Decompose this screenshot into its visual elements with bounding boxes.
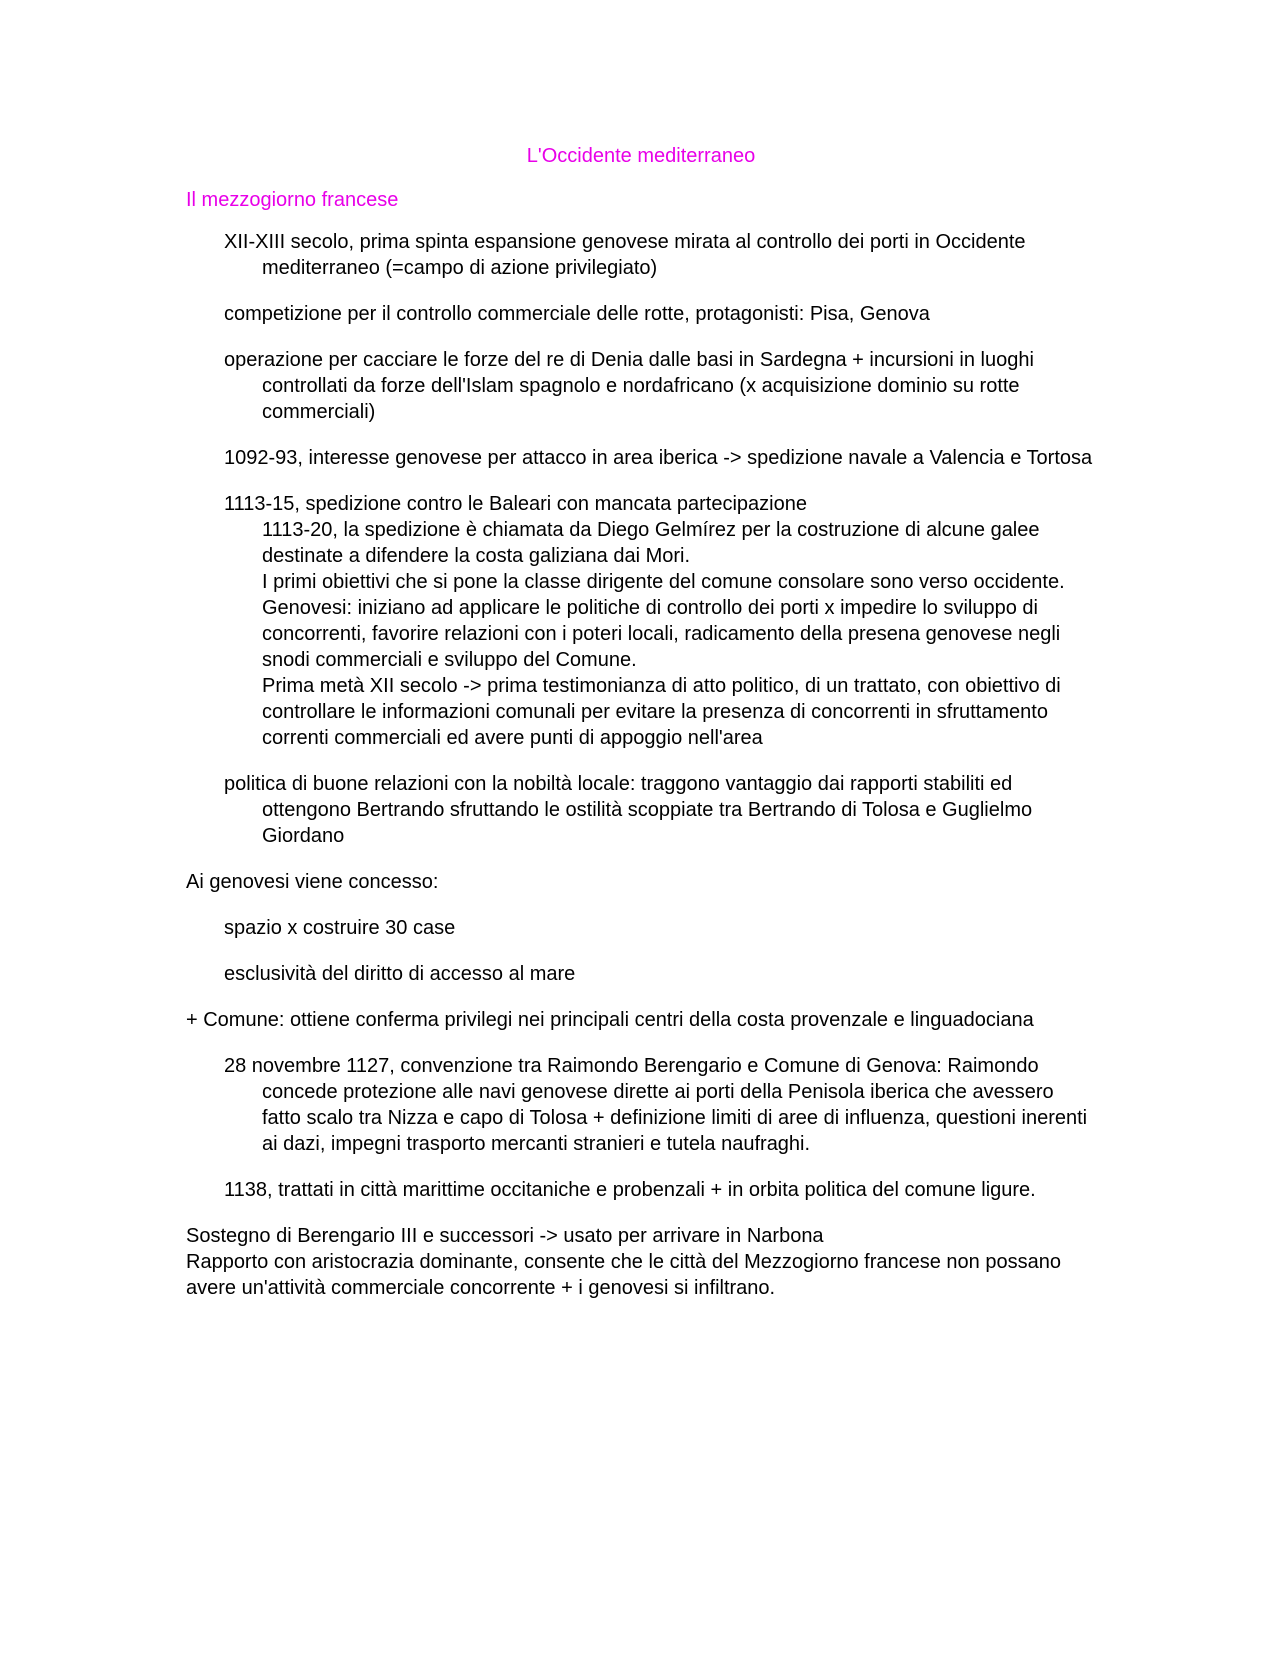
paragraph: Ai genovesi viene concesso:	[186, 871, 439, 893]
list-item: XII-XIII secolo, prima spinta espansione genovese mirata al controllo dei porti in Occidente mediterraneo (=campo di azione privilegiato)	[224, 231, 1026, 279]
list-item: operazione per cacciare le forze del re di Denia dalle basi in Sardegna + incursioni in luoghi controllati da forze dell'Islam spagnolo e nordafricano (x acquisizione dominio su rotte commerciali)	[224, 349, 1034, 423]
baleari-line: Genovesi: iniziano ad applicare le politiche di controllo dei porti x impedire lo sviluppo di concorrenti, favorire relazioni con i poteri locali, radicamento della presena genovese negli snodi commerciali e sviluppo del Comune.	[262, 597, 1061, 671]
baleari-line: Prima metà XII secolo -> prima testimonianza di atto politico, di un trattato, con obiettivo di controllare le informazioni comunali per evitare la presenza di concorrenti in sfruttamento correnti commerciali ed avere punti di appoggio nell'area	[262, 675, 1061, 749]
baleari-line: 1113-20, la spedizione è chiamata da Diego Gelmírez per la costruzione di alcune galee destinate a difendere la costa galiziana dai Mori.	[262, 519, 1040, 567]
paragraph: Sostegno di Berengario III e successori -> usato per arrivare in Narbona	[186, 1225, 824, 1247]
page-title: L'Occidente mediterraneo	[526, 145, 756, 167]
paragraph: Rapporto con aristocrazia dominante, consente che le città del Mezzogiorno francese non possano avere un'attività commerciale concorrente + i genovesi si infiltrano.	[186, 1251, 1061, 1299]
list-item: competizione per il controllo commerciale delle rotte, protagonisti: Pisa, Genova	[224, 303, 930, 325]
list-item: spazio x costruire 30 case	[224, 917, 456, 939]
list-item: 28 novembre 1127, convenzione tra Raimondo Berengario e Comune di Genova: Raimondo concede protezione alle navi genovese dirette ai porti della Penisola iberica che avessero fatto scalo tra Nizza e capo di Tolosa + definizione limiti di aree di influenza, questioni inerenti ai dazi, impegni trasporto mercanti stranieri e tutela naufraghi.	[224, 1055, 1088, 1155]
list-item: esclusività del diritto di accesso al mare	[224, 963, 576, 985]
list-item: 1092-93, interesse genovese per attacco in area iberica -> spedizione navale a Valencia e Tortosa	[224, 447, 1093, 469]
baleari-head: 1113-15, spedizione contro le Baleari con mancata partecipazione	[224, 493, 807, 515]
list-item: politica di buone relazioni con la nobiltà locale: traggono vantaggio dai rapporti stabiliti ed ottengono Bertrando sfruttando le ostilità scoppiate tra Bertrando di Tolosa e Guglielmo Giordano	[224, 773, 1033, 847]
list-item-baleari	[224, 491, 1096, 751]
section-heading: Il mezzogiorno francese	[186, 189, 399, 211]
paragraph: + Comune: ottiene conferma privilegi nei principali centri della costa provenzale e linguadociana	[186, 1009, 1034, 1031]
baleari-line: I primi obiettivi che si pone la classe dirigente del comune consolare sono verso occidente.	[262, 571, 1065, 593]
baleari-details	[224, 517, 1096, 751]
document-content	[186, 143, 1096, 1301]
list-item: 1138, trattati in città marittime occitaniche e probenzali + in orbita politica del comune ligure.	[224, 1179, 1036, 1201]
